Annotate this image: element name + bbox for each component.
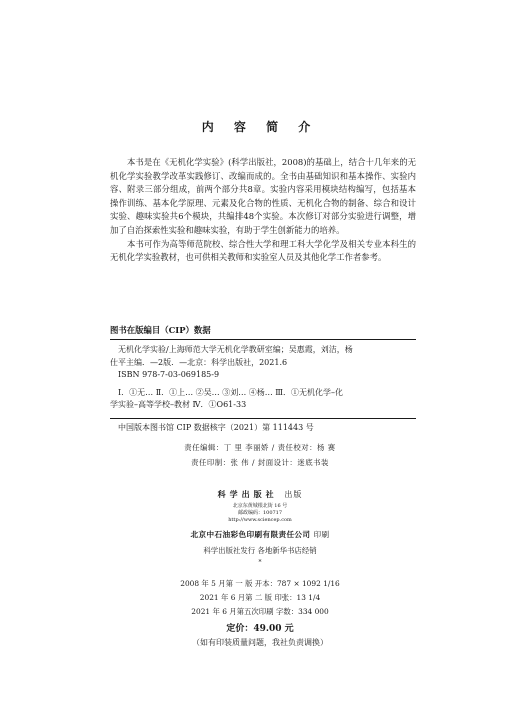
publisher-title: 科学出版社 [217,489,278,499]
quality-notice: （如有印装质量问题，我社负责调换） [192,638,328,647]
cip-record: 中国版本图书馆 CIP 数据核字（2021）第 111443 号 [118,422,314,432]
cip-heading: 图书在版编目（CIP）数据 [110,324,416,340]
publisher-website: http://www.sciencep.com [228,517,292,523]
staff-production: 责任印制：张 伟 / 封面设计：迷底书装 [191,458,329,467]
edition-line: 2008 年 5 月第 一 版 开本：787 × 1092 1/16 [180,579,340,588]
cip-line: 仕平主编．—2版．—北京：科学出版社，2021.6 [110,357,288,367]
summary-paragraph: 本书是在《无机化学实验》(科学出版社，2008)的基础上，结合十几年来的无机化学实验教学改革实践修订、改编而成的。全书由基础知识和基本操作、实验内容、附录三部分组成，前两个部分共8章。实验内容采用模块结构编写，包括基本操作训练、基本化学原理、元素及化合物的性质、无机化合物的制备、综合和设计实验、趣味实验共6个模块，共编排48个实验。本次修订对部分实验进行调整，增加了自治探索性实验和趣味实验，有助于学生创新能力的培养。 [110,157,416,235]
publisher-suffix: 出版 [284,490,303,499]
price: 定价：49.00 元 [226,624,294,634]
cip-data-block [110,324,416,434]
star-divider: * [258,559,262,566]
publisher-postcode: 邮政编码：100717 [237,510,283,516]
publisher-address: 北京东黄城根北街 16 号 [232,503,288,509]
cip-line: 无机化学实验/上海师范大学无机化学教研室编；吴惠霞，刘洁，杨 [118,345,353,354]
cip-isbn: ISBN 978-7-03-069185-9 [118,370,220,379]
printer-suffix: 印刷 [313,530,330,539]
summary-paragraph: 本书可作为高等师范院校、综合性大学和理工科大学化学及相关专业本科生的无机化学实验教材，也可供相关教师和实验室人员及其他化学工作者参考。 [110,238,416,263]
edition-line: 2021 年 6 月第五次印刷 字数：334 000 [191,607,329,616]
cip-classification: 学实验–高等学校–教材 Ⅳ．①O61-33 [110,400,247,409]
edition-line: 2021 年 6 月第 二 版 印张：13 1/4 [199,593,321,602]
staff-editors: 责任编辑：丁 里 李丽娇 / 责任校对：杨 赛 [184,443,336,452]
printer-line [0,529,520,540]
summary-title: 内 容 简 介 [201,120,319,134]
publisher-name [0,489,520,500]
cip-classification: Ⅰ．①无… Ⅱ．①上… ②吴… ③刘… ④杨… Ⅲ．①无机化学–化 [118,387,344,397]
printer-name: 北京中石油彩色印刷有限责任公司 [190,530,311,539]
summary-text [110,156,416,265]
distributor-line: 科学出版社发行 各地新华书店经销 [203,546,317,555]
